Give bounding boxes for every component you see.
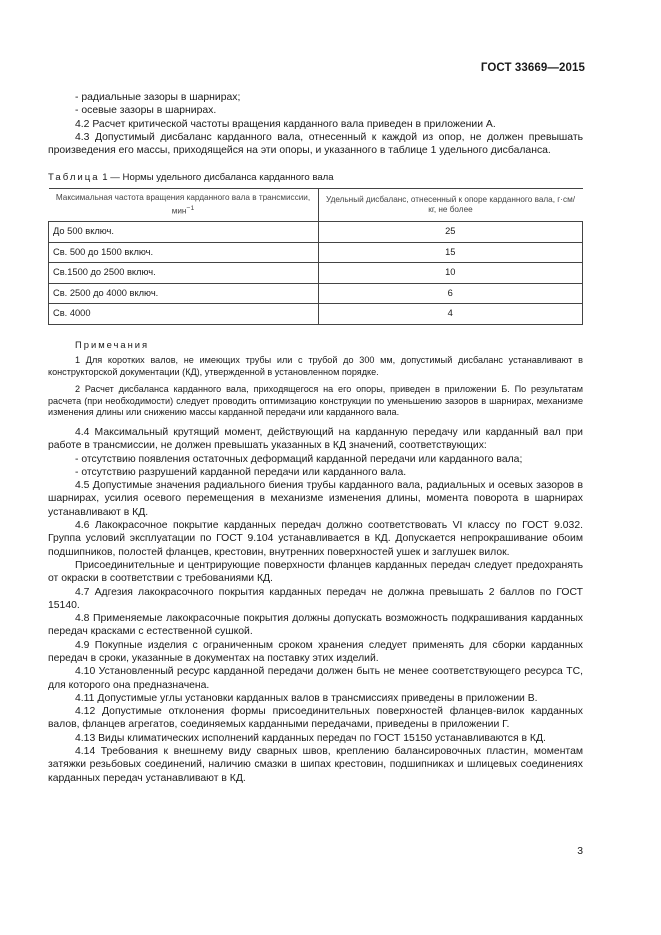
cell-value: 6 [318, 283, 583, 304]
cell-range: Св. 2500 до 4000 включ. [49, 283, 319, 304]
requirements-section [48, 426, 583, 785]
paragraph-4-9: 4.9 Покупные изделия с ограниченным сроком хранения следует применять для сборки карданных передач в сроки, указанные в документах на поставку этих изделий. [48, 639, 583, 664]
page-number: 3 [577, 846, 583, 857]
table-row [49, 222, 583, 243]
paragraph-4-6: 4.6 Лакокрасочное покрытие карданных передач должно соответствовать VI классу по ГОСТ 9.032. Группа условий эксплуатации по ГОСТ 9.104 устанавливается в КД. Допускается непрокрашивание обоим подшипников, полостей фланцев, крестовин, внутренних поверхностей ушек и заглушек вилок. [48, 520, 583, 558]
paragraph-4-7: 4.7 Адгезия лакокрасочного покрытия карданных передач не должна превышать 2 баллов по ГОСТ 15140. [48, 586, 583, 611]
cell-range: Св.1500 до 2500 включ. [49, 263, 319, 284]
unbalance-table [48, 188, 583, 324]
paragraph-4-12: 4.12 Допустимые отклонения формы присоединительных поверхностей фланцев-вилок карданных валов, фланцев агрегатов, соединяемых карданными передачами, приведены в приложении Г. [48, 706, 583, 731]
paragraph-bullet: - осевые зазоры в шарнирах. [75, 105, 217, 117]
paragraph-4-2: 4.2 Расчет критической частоты вращения карданного вала приведен в приложении А. [75, 118, 496, 130]
table-caption [48, 172, 583, 184]
paragraph-4-10: 4.10 Установленный ресурс карданной передачи должен быть не менее соответствующего ресурса ТС, для которого она предназначена. [48, 666, 583, 691]
table-row [49, 263, 583, 284]
notes-title: Примечания [75, 338, 150, 350]
cell-value: 10 [318, 263, 583, 284]
table-row [49, 242, 583, 263]
cell-range: До 500 включ. [49, 222, 319, 243]
paragraph-bullet: - радиальные зазоры в шарнирах; [75, 92, 241, 103]
paragraph-4-4: 4.4 Максимальный крутящий момент, действующий на карданную передачу или карданный вал при работе в трансмиссии, не должен превышать указанных в КД значений, соответствующих: [48, 426, 583, 452]
table-row [49, 283, 583, 304]
table-caption-prefix: Таблица [48, 172, 100, 184]
cell-range: Св. 4000 [49, 304, 319, 325]
paragraph-4-3: 4.3 Допустимый дисбаланс карданного вала, отнесенный к каждой из опор, не должен превышать произведения его массы, приходящейся на эти опоры, и указанного в таблице 1 удельного дисбаланса. [48, 131, 583, 157]
cell-value: 25 [318, 222, 583, 243]
paragraph-4-13: 4.13 Виды климатических исполнений карданных передач по ГОСТ 15150 устанавливаются в КД. [75, 732, 546, 744]
paragraph-4-6-cont: Присоединительные и центрирующие поверхности фланцев карданных передач следует предохранять от окраски в соответствии с требованиями КД. [48, 559, 583, 585]
note-item: 1 Для коротких валов, не имеющих трубы или с трубой до 300 мм, допустимый дисбаланс устанавливают в конструкторской документации (КД), утвержденной в установленном порядке. [48, 355, 583, 378]
paragraph-4-11: 4.11 Допустимые углы установки карданных валов в трансмиссиях приведены в приложении В. [75, 692, 538, 704]
header-rotation-frequency: Максимальная частота вращения карданного вала в трансмиссии, мин$^{-1}$ [49, 189, 319, 222]
paragraph-bullet: - отсутствию разрушений карданной передачи или карданного вала. [75, 466, 407, 478]
table-row [49, 304, 583, 325]
cell-value: 15 [318, 242, 583, 263]
table-header-row [49, 189, 583, 222]
page-content [48, 91, 583, 785]
header-specific-unbalance: Удельный дисбаланс, отнесенный к опоре карданного вала, г·см/кг, не более [318, 189, 583, 222]
note-item: 2 Расчет дисбаланса карданного вала, приходящегося на его опоры, приведен в приложении Б. По результатам расчета (при необходимости) следует проводить оптимизацию конструкции по уменьшению зазоров в шарнирах, механизме изменения длины или снижению массы карданной передачи или карданного вала. [48, 383, 583, 418]
paragraph-4-8: 4.8 Применяемые лакокрасочные покрытия должны допускать возможность подкрашивания карданных передач красками с естественной сушкой. [48, 613, 583, 638]
table-caption-text: 1 — Нормы удельного дисбаланса карданного вала [99, 172, 334, 184]
notes-block [48, 339, 583, 419]
paragraph-4-5: 4.5 Допустимые значения радиального биения трубы карданного вала, радиальных и осевых зазоров в шарнирах, усилия осевого перемещения в механизме изменения длины, момента поворота в шарнирах устанавливают в КД. [48, 480, 583, 518]
document-id: ГОСТ 33669—2015 [480, 62, 585, 74]
cell-value: 4 [318, 304, 583, 325]
header-unit-exponent: −1 [186, 204, 195, 212]
paragraph-bullet: - отсутствию появления остаточных деформаций карданной передачи или карданного вала; [75, 453, 523, 465]
cell-range: Св. 500 до 1500 включ. [49, 242, 319, 263]
paragraph-4-14: 4.14 Требования к внешнему виду сварных швов, креплению балансировочных пластин, моментам затяжки резьбовых соединений, наличию смазки в шипах крестовин, подшипниках и шлицевых соединениях карданных передач устанавливают в КД. [48, 746, 583, 784]
